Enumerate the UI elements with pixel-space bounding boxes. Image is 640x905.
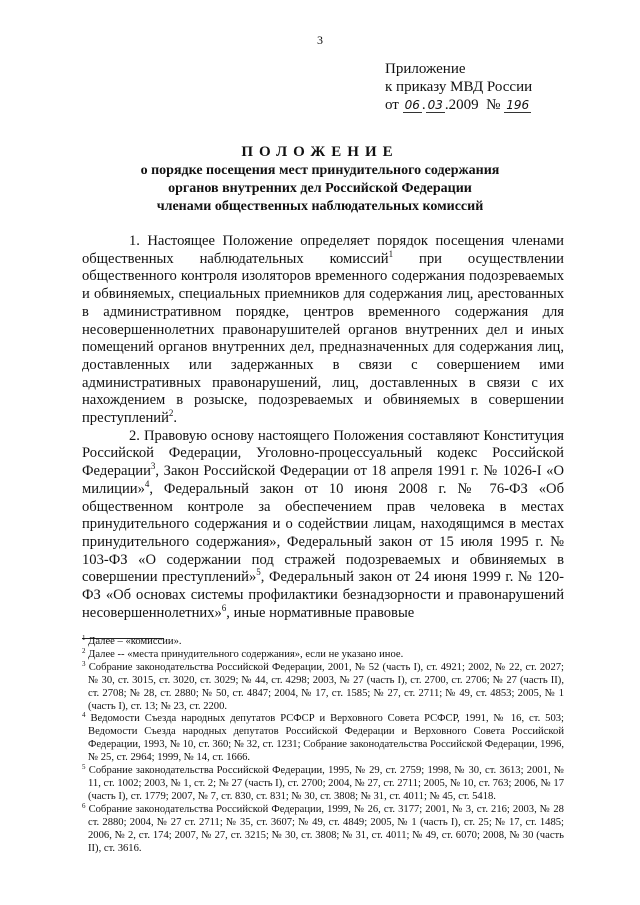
footnote-3 [82, 659, 564, 714]
footnote-text: Собрание законодательства Российской Федерации, 2001, № 52 (часть I), ст. 4921; 2002, № 22, ст. 2027; № 30, ст. 3015, ст. 3020, ст. 3029; № 44, ст. 4298; 2003, № 27 (часть I), ст. 2700, ст. 2706; № 27 (часть II), ст. 2708; № 28, ст. 2880; № 50, ст. 4847; 2004, № 17, ст. 1585; № 27, ст. 2711; № 49, ст. 4853; 2005, № 1 (часть I), ст. 13; № 23, ст. 2200. [88, 661, 564, 712]
paragraph-2 [82, 428, 564, 623]
footnote-ref-1[interactable]: 1 [388, 248, 394, 259]
appendix-date-line: от 06 . 03 .2009 № 196 [385, 97, 530, 113]
paragraph-2-text-d: , Федеральный закон от 24 июня 1999 г. № 120-ФЗ «Об основах системы профилактики безнадзорности и правонарушений несовершеннолетних» [82, 569, 564, 621]
footnote-text: Далее – «комиссии». [88, 636, 182, 647]
paragraph-1-text-c: . [173, 410, 178, 427]
footnote-text: Далее -- «места принудительного содержания», если не указано иное. [88, 648, 404, 660]
title-line-3: членами общественных наблюдательных комиссий [156, 199, 484, 214]
handwritten-month: 03 [427, 98, 443, 112]
footnote-text: Собрание законодательства Российской Федерации, 1995, № 29, ст. 2759; 1998, № 30, ст. 3613; 2001, № 11, ст. 1002; 2003, № 1, ст. 2; № 27 (часть I), ст. 2700; 2004, № 27, ст. 2711; 2005, № 10, ст. 763; 2006, № 17 (часть I), ст. 1779; 2007, № 7, ст. 830, ст. 831; № 30, ст. 3808; № 31, ст. 4011; № 45, ст. 5418. [88, 765, 565, 802]
date-year: .2009 [444, 97, 479, 113]
footnote-ref-2[interactable]: 2 [168, 408, 174, 419]
footnote-marker: 3 [82, 659, 86, 668]
footnotes [82, 636, 564, 855]
footnote-4 [82, 713, 564, 765]
footnote-2 [82, 646, 564, 662]
footnote-text: Собрание законодательства Российской Федерации, 1999, № 26, ст. 3177; 2001, № 3, ст. 216; 2003, № 28 ст. 2880; 2004, № 27 ст. 2711; № 35, ст. 3607; № 49, ст. 4849; 2005, № 1 (часть I), ст. 25; № 17, ст. 1485; 2006, № 2, ст. 174; 2007, № 27, ст. 3215; № 30, ст. 3808; № 31, ст. 4011; № 49, ст. 6070; 2008, № 30 (часть II), ст. 3616. [88, 803, 564, 854]
footnote-ref-5[interactable]: 5 [256, 567, 261, 578]
document-title [0, 143, 640, 216]
footnote-5 [82, 765, 564, 804]
appendix-order-ref: к приказу МВД России [385, 79, 533, 95]
title-main: ПОЛОЖЕНИЕ [241, 144, 399, 160]
paragraph-2-text-a: 2. Правовую основу настоящего Положения составляют Конституция Российской Федерации, Уголовно-процессуальный кодекс Российской Федерации [82, 427, 564, 480]
footnote-marker: 5 [82, 763, 86, 772]
footnote-marker: 1 [82, 634, 86, 642]
appendix-header [385, 60, 532, 114]
footnote-marker: 4 [82, 711, 86, 720]
paragraph-2-text-b: , Закон Российской Федерации от 18 апреля 1991 г. № 1026-I «О милиции» [82, 463, 564, 497]
footnote-6 [82, 801, 564, 856]
title-line-1: о порядке посещения мест принудительного содержания [140, 163, 500, 178]
date-prefix: от [385, 97, 399, 113]
paragraph-1 [82, 233, 564, 428]
paragraph-2-text-e: , иные нормативные правовые [226, 604, 415, 621]
paragraph-2-text-c: , Федеральный закон от 10 июня 2008 г. № 76-ФЗ «Об общественном контроле за обеспечением прав человека в местах принудительного содержания и о содействии лицам, находящимся в местах принудительного содержания», Федеральный закон от 15 июля 1995 г. № 103-ФЗ «О содержании под стражей подозреваемых и обвиняемых в совершении преступлений» [82, 480, 564, 586]
handwritten-day: 06 [404, 98, 420, 112]
paragraph-1-text-a: 1. Настоящее Положение определяет порядок посещения членами общественных наблюдательных комиссий [82, 233, 564, 267]
number-sign: № [486, 97, 501, 113]
footnote-ref-3[interactable]: 3 [150, 461, 156, 472]
footnote-text: Ведомости Съезда народных депутатов РСФСР и Верховного Совета РСФСР, 1991, № 16, ст. 503; Ведомости Съезда народных депутатов Российской Федерации и Верховного Совета Российской Федерации, 1993, № 10, ст. 360; № 32, ст. 1231; Собрание законодательства Российской Федерации, 1996, № 25, ст. 2964; 1999, № 14, ст. 1666. [88, 713, 564, 764]
footnote-marker: 2 [82, 646, 86, 655]
footnote-1 [82, 636, 564, 649]
footnote-ref-6[interactable]: 6 [221, 602, 227, 613]
paragraph-1-text-b: при осуществлении общественного контроля изоляторов временного содержания подозреваемых и обвиняемых, специальных приемников для содержания лиц, арестованных в административном порядке, центров временного содержания для несовершеннолетних правонарушителей органов внутренних дел и иных помещений органов внутренних дел, предназначенных для содержания лиц, доставленных или задержанных в связи с совершением ими административных правонарушений, лиц, доставленных в связи с их нахождением в розыске, подозреваемых и обвиняемых в совершении преступлений [82, 250, 564, 427]
handwritten-order-number: 196 [506, 98, 530, 112]
footnote-ref-4[interactable]: 4 [144, 478, 150, 489]
appendix-label: Приложение [385, 61, 466, 77]
footnote-marker: 6 [82, 801, 86, 810]
title-line-2: органов внутренних дел Российской Федерации [168, 181, 472, 196]
page-number: 3 [317, 33, 323, 47]
document-body [82, 233, 564, 622]
